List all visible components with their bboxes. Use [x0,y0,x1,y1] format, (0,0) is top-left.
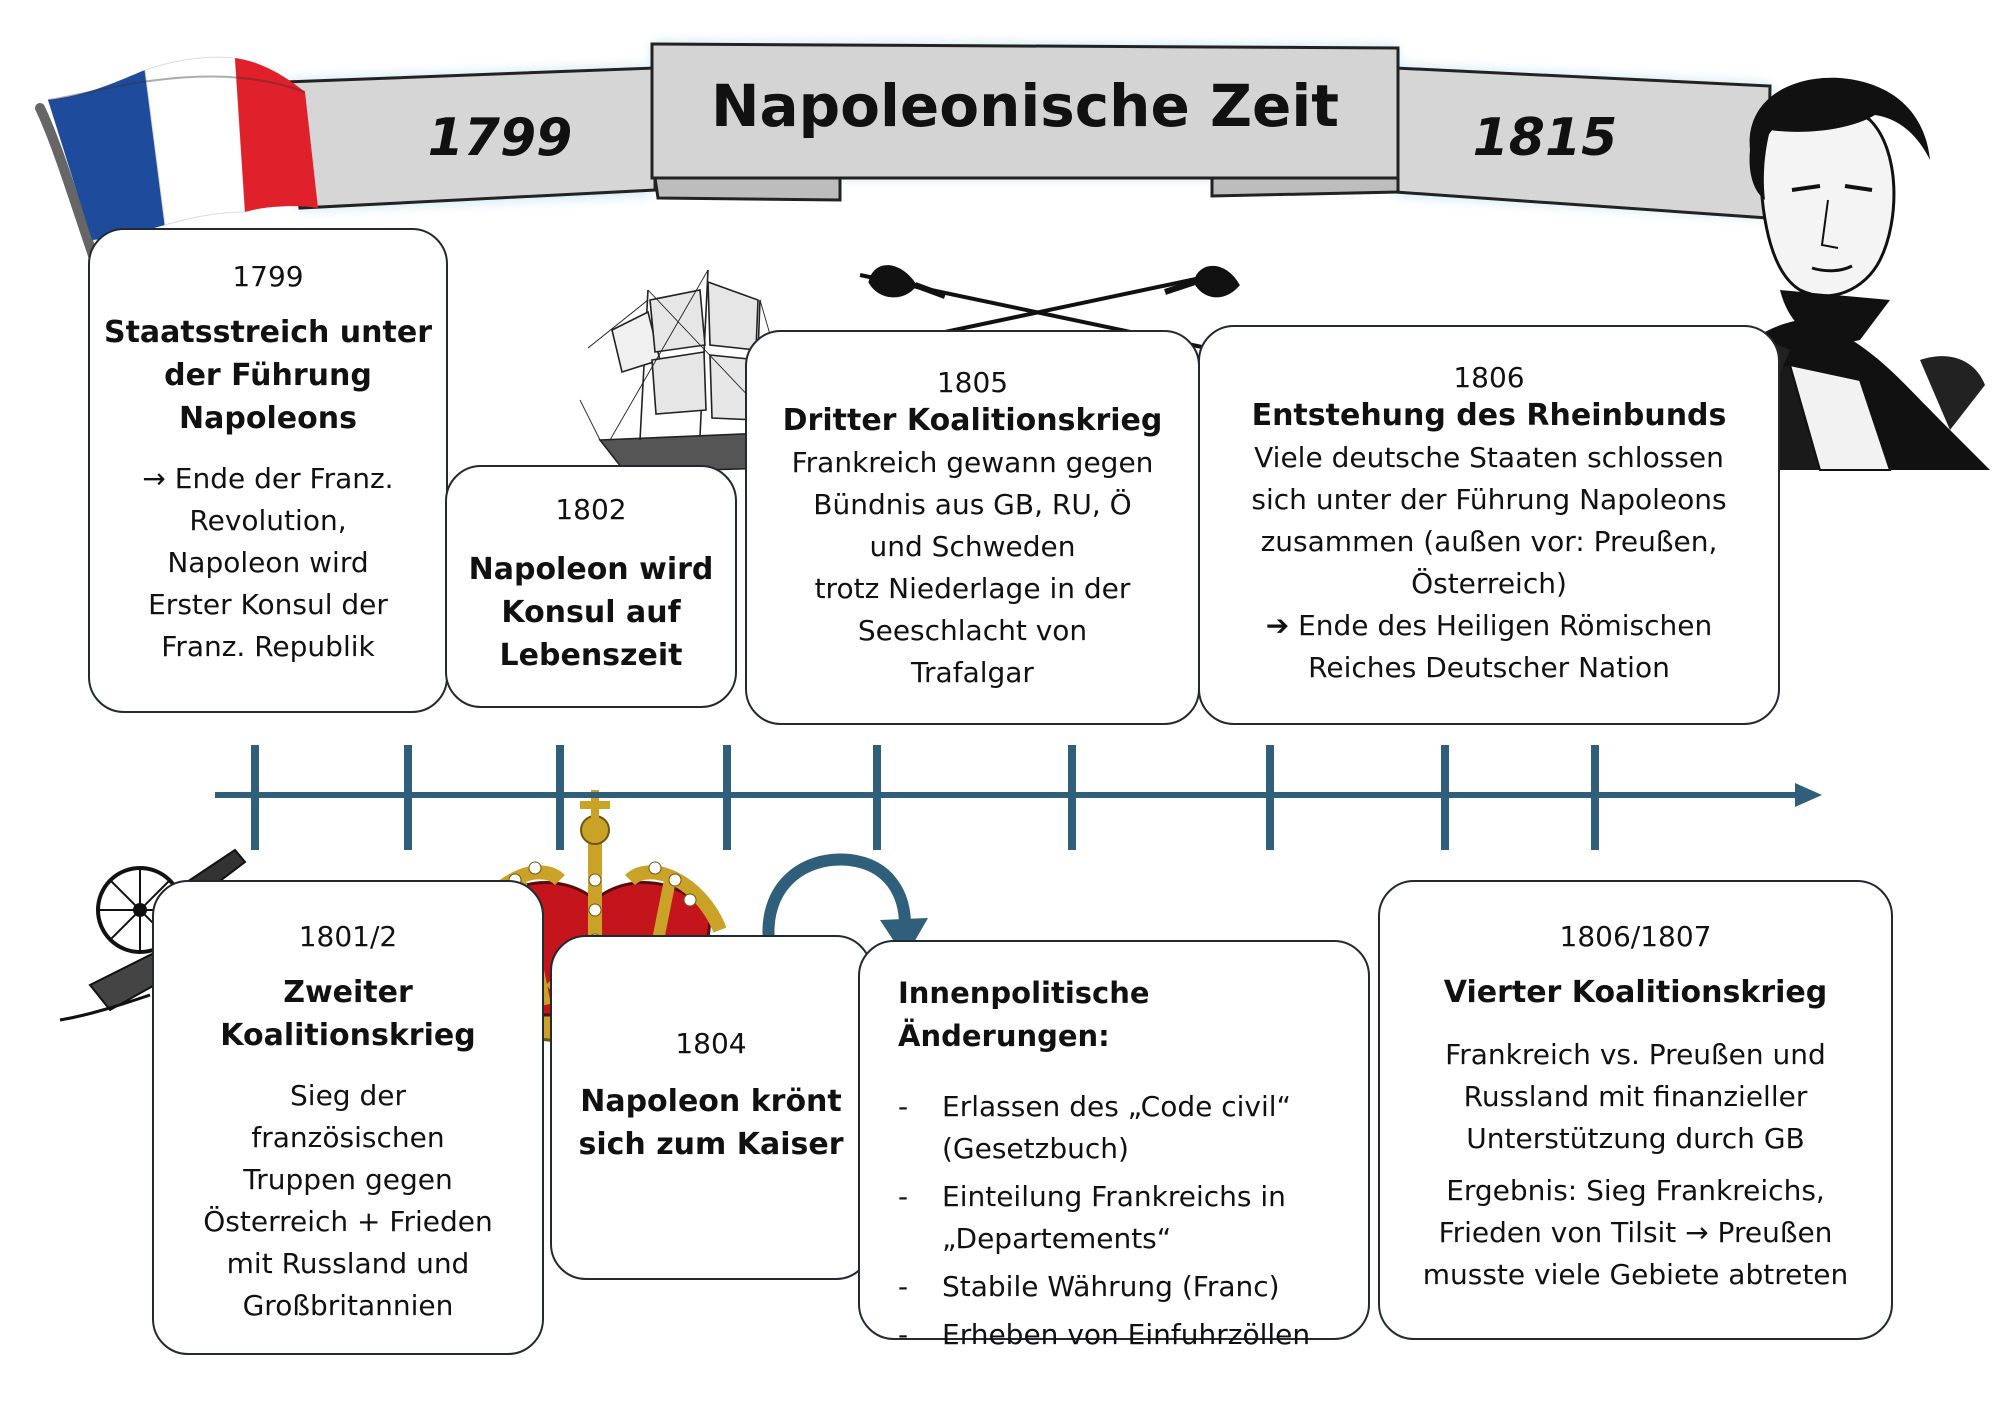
domestic-policy-heading: Innenpolitische Änderungen: [898,976,1150,1053]
event-result: Ergebnis: Sieg Frankreichs, Frieden von Tilsit → Preußen musste viele Gebiete abtreten [1422,1174,1849,1291]
event-title: Napoleon krönt sich zum Kaiser [578,1084,844,1162]
domestic-policy-box [858,940,1370,1351]
timeline-arrowhead [1795,783,1822,807]
event-description: → Ende der Franz. Revolution, Napoleon wird Erster Konsul der Franz. Republik [142,462,394,663]
event-year: 1805 [936,366,1009,399]
event-title: Zweiter Koalitionskrieg [220,975,476,1053]
banner-year-start: 1799 [427,108,573,168]
banner-year-end: 1815 [1472,108,1618,168]
event-title: Napoleon wird Konsul auf Lebenszeit [468,552,714,673]
event-description: Frankreich gewann gegen Bündnis aus GB, RU, Ö und Schweden trotz Niederlage in der Seeschlacht von Trafalgar [791,446,1154,689]
event-description: Viele deutsche Staaten schlossen sich unter der Führung Napoleons zusammen (außen vor: Preußen, Österreich) [1251,441,1727,600]
list-item: - Erlassen des „Code civil“ (Gesetzbuch) [898,1086,1340,1170]
event-year: 1801/2 [298,920,398,953]
event-box-1806 [1198,325,1780,725]
event-box-1806-1807 [1378,880,1893,1340]
domestic-policy-list [898,1086,1340,1356]
list-item: - Stabile Währung (Franc) [898,1266,1340,1308]
list-item: - Erheben von Einfuhrzöllen [898,1314,1340,1356]
event-year: 1806/1807 [1559,920,1712,953]
event-description: Frankreich vs. Preußen und Russland mit finanzieller Unterstützung durch GB [1445,1038,1826,1155]
event-description: Sieg der französischen Truppen gegen Österreich + Frieden mit Russland und Großbritannien [203,1079,493,1322]
event-title: Vierter Koalitionskrieg [1443,975,1828,1010]
event-box-1799 [88,228,448,713]
event-box-1804 [550,935,872,1280]
event-box-1802 [445,465,737,708]
event-box-1801-2 [152,880,544,1355]
event-box-1805 [745,330,1200,725]
timeline [215,745,1822,850]
event-year: 1799 [232,260,304,293]
event-year: 1806 [1453,361,1525,394]
event-result: ➔ Ende des Heiligen Römischen Reiches Deutscher Nation [1265,609,1713,684]
event-title: Staatsstreich unter der Führung Napoleons [103,315,433,436]
event-year: 1804 [675,1027,747,1060]
event-year: 1802 [555,493,627,526]
event-title: Dritter Koalitionskrieg [782,403,1163,438]
list-item: - Einteilung Frankreichs in „Departements“ [898,1176,1340,1260]
event-title: Entstehung des Rheinbunds [1251,398,1727,433]
banner-title: Napoleonische Zeit [710,72,1339,140]
